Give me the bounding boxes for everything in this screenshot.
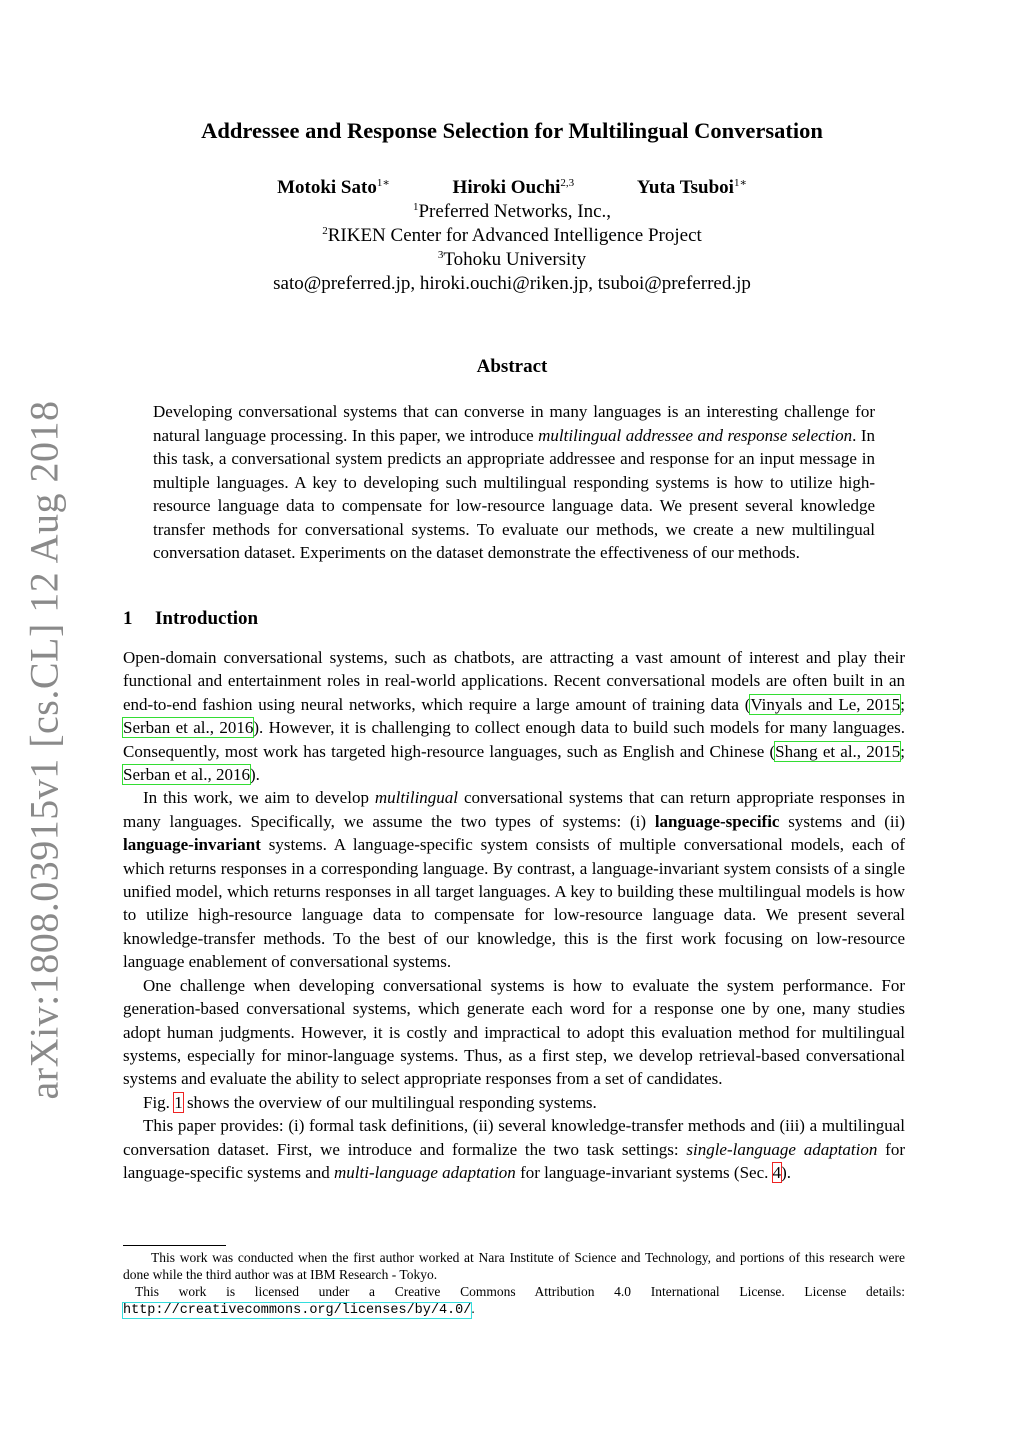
arxiv-sidebar — [14, 400, 74, 1100]
abstract-heading: Abstract — [476, 356, 548, 377]
introduction-body — [123, 646, 905, 1184]
affiliation: $^2$RIKEN Center for Advanced Intelligence Project — [322, 225, 702, 246]
footnote: This work was conducted when the first author worked at Nara Institute of Science and Technology, and portions of this research were done while the third author was at IBM Research - Tokyo. — [123, 1250, 905, 1282]
citation-link[interactable]: Serban et al., 2016 — [123, 765, 250, 785]
license-url-link[interactable]: http://creativecommons.org/licenses/by/4.0/ — [123, 1303, 472, 1318]
arxiv-identifier: arXiv:1808.03915v1 [cs.CL] 12 Aug 2018 — [21, 400, 67, 1100]
paragraph: Fig. 1 shows the overview of our multilingual responding systems. — [143, 1092, 597, 1112]
abstract-body: Developing conversational systems that can converse in many languages is an interesting challenge for natural language processing. In this paper, we introduce multilingual addressee and response selection. In this task, a conversational system predicts an appropriate addressee and response for an input message in multiple languages. A key to developing such multilingual responding systems is how to utilize high-resource language data to compensate for low-resource language data. We present several knowledge transfer methods for conversational systems. To evaluate our methods, we create a new multilingual conversation dataset. Experiments on the dataset demonstrate the effectiveness of our methods. — [153, 402, 875, 562]
citation-link[interactable]: Serban et al., 2016 — [123, 718, 254, 738]
footnotes — [123, 1249, 905, 1319]
author-emails: sato@preferred.jp, hiroki.ouchi@riken.jp, tsuboi@preferred.jp — [273, 273, 751, 294]
paragraph: In this work, we aim to develop multilingual conversational systems that can return appropriate responses in many languages. Specifically, we assume the two types of systems: (i) language-specific systems and (ii) language-invariant systems. A language-specific system consists of multiple conversational models, each of which returns responses in a corresponding language. By contrast, a language-invariant system consists of a single unified model, which returns responses in all target languages. A key to building these multilingual models is how to utilize high-resource language data to compensate for low-resource language data. We present several knowledge-transfer methods. To the best of our knowledge, this is the first work focusing on low-resource language enablement of conversational systems. — [123, 788, 905, 972]
author-list — [0, 176, 1024, 199]
affiliation: $^1$Preferred Networks, Inc., — [412, 201, 612, 222]
author: Motoki Sato$^{1∗}$ — [277, 177, 390, 198]
figure-reference-link[interactable]: 1 — [174, 1092, 183, 1112]
author: Yuta Tsuboi$^{1∗}$ — [636, 177, 747, 198]
author: Hiroki Ouchi$^{2,3}$ — [452, 177, 575, 198]
citation-link[interactable]: Vinyals and Le, 2015 — [750, 694, 901, 714]
paragraph: One challenge when developing conversational systems is how to evaluate the system performance. For generation-based conversational systems, which generate each word for a response one by one, many studies adopt human judgments. However, it is costly and impractical to adopt this evaluation method for multilingual systems, especially for minor-language systems. Thus, as a first step, we develop retrieval-based conversational systems and evaluate the ability to select appropriate responses from a set of candidates. — [123, 975, 905, 1089]
paragraph: Open-domain conversational systems, such as chatbots, are attracting a vast amount of interest and play their functional and entertainment roles in real-world applications. Recent conversational models are often built in an end-to-end fashion using neural networks, which require a large amount of training data (Vinyals and Le, 2015; Serban et al., 2016). However, it is challenging to collect enough data to build such models for many languages. Consequently, most work has targeted high-resource languages, such as English and Chinese (Shang et al., 2015; Serban et al., 2016). — [123, 648, 906, 785]
affiliation: $^3$Tohoku University — [437, 249, 587, 270]
section-reference-link[interactable]: 4 — [772, 1162, 782, 1182]
citation-link[interactable]: Shang et al., 2015 — [775, 741, 901, 761]
paragraph: This paper provides: (i) formal task definitions, (ii) several knowledge-transfer methods and (iii) a multilingual conversation dataset. First, we introduce and formalize the two task settings: single-language adaptation for language-specific systems and multi-language adaptation for language-invariant systems (Sec. 4). — [123, 1116, 905, 1182]
footnote: This work is licensed under a Creative Commons Attribution 4.0 International License. License details: http://creativecommons.org/licenses/by/4.0/. — [123, 1284, 905, 1318]
footnote-divider — [123, 1245, 226, 1246]
section-heading: 1 Introduction — [123, 608, 259, 629]
paper-title: Addressee and Response Selection for Multilingual Conversation — [201, 118, 823, 143]
